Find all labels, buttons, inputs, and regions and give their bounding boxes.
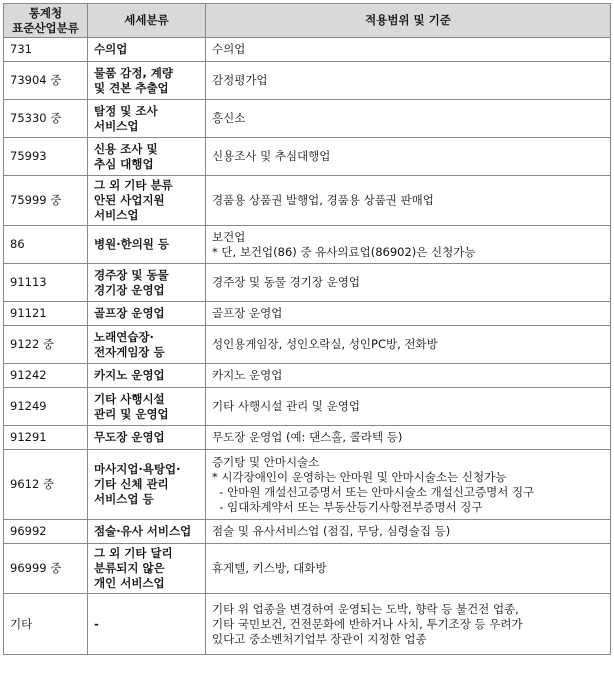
scope-line: * 단, 보건업(86) 중 유사의료업(86902)은 신청가능 [212, 244, 476, 259]
table-row [4, 226, 611, 264]
scope-line: 점술 및 유사서비스업 (점집, 무당, 심령술집 등) [212, 524, 451, 538]
industry-name-text: 수의업 [94, 42, 128, 56]
table-row [4, 544, 611, 594]
scope-cell [206, 176, 611, 226]
industry-code: 9122 중 [4, 326, 88, 364]
industry-name [88, 264, 206, 302]
industry-name [88, 594, 206, 655]
industry-code: 75993 [4, 138, 88, 176]
scope-cell [206, 544, 611, 594]
scope-line: 있다고 중소벤처기업부 장관이 지정한 업종 [212, 631, 427, 646]
header-name: 세세분류 [88, 4, 206, 38]
scope-line: - 임대차계약서 또는 부동산등기사항전부증명서 징구 [212, 499, 483, 514]
industry-name-text: 카지노 운영업 [94, 368, 165, 382]
industry-code: 91291 [4, 426, 88, 450]
scope-line: 기타 사행시설 관리 및 운영업 [212, 399, 360, 413]
scope-line: 카지노 운영업 [212, 368, 283, 382]
industry-code: 75330 중 [4, 100, 88, 138]
header-scope: 적용범위 및 기준 [206, 4, 611, 38]
scope-cell [206, 38, 611, 62]
industry-name [88, 426, 206, 450]
industry-name-text: 골프장 운영업 [94, 306, 165, 320]
scope-cell [206, 426, 611, 450]
table-row [4, 302, 611, 326]
industry-code: 96999 중 [4, 544, 88, 594]
industry-name [88, 100, 206, 138]
scope-line: 보건업 [212, 229, 246, 244]
scope-line: 경주장 및 동물 경기장 운영업 [212, 275, 360, 289]
scope-line: 무도장 운영업 (예: 댄스홀, 콜라텍 등) [212, 430, 403, 444]
scope-line: 골프장 운영업 [212, 306, 283, 320]
table-row [4, 426, 611, 450]
table-row [4, 264, 611, 302]
scope-line: 휴게텔, 키스방, 대화방 [212, 561, 327, 575]
industry-name-text: 신용 조사 및 추심 대행업 [94, 141, 158, 171]
scope-line: 신용조사 및 추심대행업 [212, 149, 331, 163]
industry-code: 96992 [4, 520, 88, 544]
table-row [4, 450, 611, 520]
industry-name [88, 176, 206, 226]
industry-name-text: 무도장 운영업 [94, 430, 165, 444]
industry-name [88, 544, 206, 594]
industry-name-text: - [94, 616, 99, 631]
industry-code: 91249 [4, 388, 88, 426]
industry-code: 91113 [4, 264, 88, 302]
industry-name-text: 경주장 및 동물 경기장 운영업 [94, 267, 169, 297]
table-row [4, 594, 611, 655]
scope-cell [206, 264, 611, 302]
table-row [4, 388, 611, 426]
scope-line: 감정평가업 [212, 73, 268, 87]
industry-name-text: 병원·한의원 등 [94, 237, 170, 251]
scope-cell [206, 62, 611, 100]
industry-name-text: 점술·유사 서비스업 [94, 524, 192, 538]
industry-exclusion-table [3, 3, 611, 655]
scope-line: 성인용게임장, 성인오락실, 성인PC방, 전화방 [212, 337, 438, 351]
industry-name [88, 302, 206, 326]
industry-code: 91242 [4, 364, 88, 388]
scope-cell [206, 388, 611, 426]
scope-line: 흥신소 [212, 111, 246, 125]
industry-code: 86 [4, 226, 88, 264]
scope-line: 기타 위 업종을 변경하여 운영되는 도박, 향락 등 불건전 업종, [212, 601, 519, 616]
industry-name [88, 388, 206, 426]
industry-name-text: 마사지업·욕탕업· 기타 신체 관리 서비스업 등 [94, 462, 181, 506]
industry-name-text: 노래연습장· 전자게임장 등 [94, 329, 165, 359]
scope-line: 기타 국민보건, 건전문화에 반하거나 사치, 투기조장 등 우려가 [212, 616, 523, 631]
scope-cell [206, 138, 611, 176]
scope-line: - 안마원 개설신고증명서 또는 안마시술소 개설신고증명서 징구 [212, 484, 535, 499]
industry-name [88, 38, 206, 62]
table-row [4, 38, 611, 62]
industry-name [88, 138, 206, 176]
industry-name [88, 62, 206, 100]
scope-line: 수의업 [212, 42, 246, 56]
industry-name-text: 그 외 기타 분류 안된 사업지원 서비스업 [94, 178, 173, 222]
table-row [4, 176, 611, 226]
industry-code: 9612 중 [4, 450, 88, 520]
header-row [4, 4, 611, 38]
industry-code: 73904 중 [4, 62, 88, 100]
industry-name-text: 기타 사행시설 관리 및 운영업 [94, 391, 169, 421]
scope-cell [206, 226, 611, 264]
table-row [4, 138, 611, 176]
table-row [4, 62, 611, 100]
industry-name [88, 226, 206, 264]
scope-line: * 시각장애인이 운영하는 안마원 및 안마시술소는 신청가능 [212, 469, 507, 484]
table-row [4, 100, 611, 138]
industry-name-text: 탐정 및 조사 서비스업 [94, 103, 158, 133]
industry-code: 75999 중 [4, 176, 88, 226]
table-row [4, 326, 611, 364]
industry-name-text: 물품 감정, 계량 및 견본 추출업 [94, 65, 174, 95]
scope-cell [206, 450, 611, 520]
industry-name [88, 364, 206, 388]
industry-name [88, 520, 206, 544]
industry-name-text: 그 외 기타 달리 분류되지 않은 개인 서비스업 [94, 546, 173, 590]
industry-name [88, 450, 206, 520]
industry-name [88, 326, 206, 364]
industry-code: 기타 [4, 594, 88, 655]
table-row [4, 364, 611, 388]
scope-cell [206, 326, 611, 364]
industry-code: 731 [4, 38, 88, 62]
scope-cell [206, 100, 611, 138]
header-code: 통계청 표준산업분류 [4, 4, 88, 38]
scope-line: 경품용 상품권 발행업, 경품용 상품권 판매업 [212, 193, 434, 207]
industry-code: 91121 [4, 302, 88, 326]
scope-cell [206, 302, 611, 326]
scope-cell [206, 594, 611, 655]
scope-cell [206, 520, 611, 544]
scope-line: 증기탕 및 안마시술소 [212, 454, 320, 469]
scope-cell [206, 364, 611, 388]
table-row [4, 520, 611, 544]
